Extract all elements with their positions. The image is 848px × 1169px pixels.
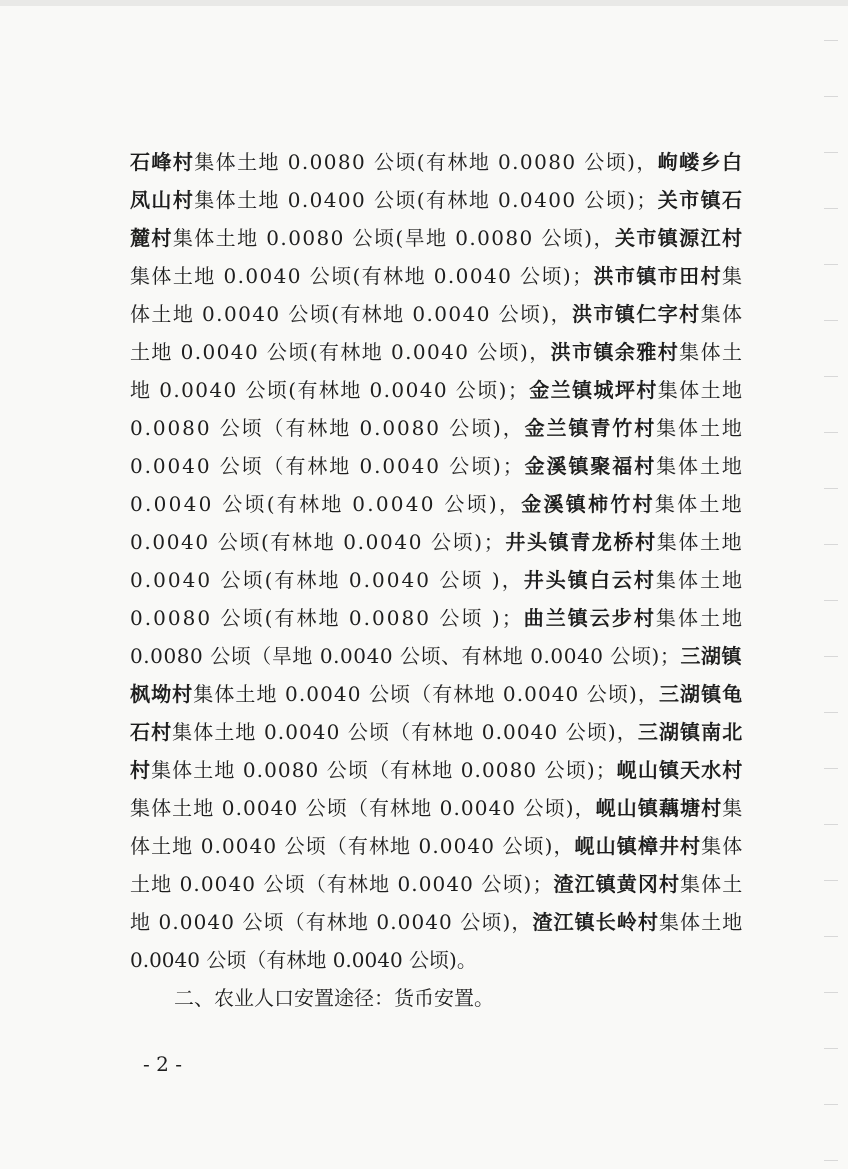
land-detail: 集体土 bbox=[679, 340, 744, 364]
margin-tick bbox=[824, 1104, 838, 1105]
land-detail: 0.0040 公顷（有林地 0.0040 公顷)。 bbox=[130, 948, 477, 972]
margin-tick bbox=[824, 712, 838, 713]
text-line bbox=[130, 827, 742, 865]
land-detail: 集体土地 0.0040 公顷（有林地 0.0040 公顷)， bbox=[130, 796, 596, 820]
text-line bbox=[130, 295, 742, 333]
margin-tick bbox=[824, 880, 838, 881]
village-name: 渣江镇黄冈村 bbox=[553, 872, 681, 896]
land-detail: 集体土地 bbox=[657, 378, 744, 402]
land-detail: 0.0040 公顷(有林地 0.0040 公顷)； bbox=[130, 530, 506, 554]
land-detail: 0.0080 公顷(有林地 0.0080 公顷 )； bbox=[130, 606, 524, 630]
land-list-paragraph bbox=[130, 143, 745, 979]
text-line bbox=[130, 371, 742, 409]
margin-tick bbox=[824, 432, 838, 433]
village-name: 岘山镇藕塘村 bbox=[595, 796, 723, 820]
land-detail: 集体土地 0.0040 公顷（有林地 0.0040 公顷)， bbox=[193, 682, 659, 706]
village-name: 三湖镇 bbox=[680, 644, 743, 668]
text-line bbox=[130, 941, 742, 979]
land-detail: 集体土地 bbox=[655, 568, 745, 592]
village-name: 井头镇白云村 bbox=[523, 568, 656, 592]
land-detail: 集体土地 bbox=[656, 454, 744, 478]
village-name: 曲兰镇云步村 bbox=[523, 606, 656, 630]
village-name: 金溪镇柿竹村 bbox=[521, 492, 655, 516]
village-name: 金溪镇聚福村 bbox=[524, 454, 657, 478]
page-number: - 2 - bbox=[143, 1052, 182, 1076]
land-detail: 集 bbox=[722, 796, 744, 820]
margin-tick bbox=[824, 40, 838, 41]
land-detail: 集体土地 0.0400 公顷(有林地 0.0400 公顷)； bbox=[194, 188, 658, 212]
village-name: 洪市镇仁字村 bbox=[572, 302, 701, 326]
margin-tick bbox=[824, 1160, 838, 1161]
text-line bbox=[130, 333, 742, 371]
land-detail: 集体土地 bbox=[656, 530, 744, 554]
resettlement-paragraph: 二、农业人口安置途径：货币安置。 bbox=[174, 986, 494, 1010]
margin-tick bbox=[824, 96, 838, 97]
text-line bbox=[130, 675, 742, 713]
land-detail: 集体土地 0.0040 公顷（有林地 0.0040 公顷)， bbox=[172, 720, 638, 744]
land-detail: 集体土地 bbox=[656, 416, 744, 440]
margin-tick bbox=[824, 936, 838, 937]
scan-edge bbox=[0, 0, 848, 6]
margin-tick bbox=[824, 544, 838, 545]
village-name: 三湖镇南北 bbox=[637, 720, 744, 744]
margin-tick bbox=[824, 376, 838, 377]
village-name: 井头镇青龙桥村 bbox=[505, 530, 657, 554]
land-detail: 集体土地 bbox=[658, 910, 744, 934]
village-name: 枫坳村 bbox=[130, 682, 194, 706]
village-name: 凤山村 bbox=[130, 188, 195, 212]
margin-tick bbox=[824, 264, 838, 265]
village-name: 金兰镇城坪村 bbox=[529, 378, 658, 402]
text-line bbox=[130, 599, 745, 637]
land-detail: 集 bbox=[722, 264, 744, 288]
village-name: 岘山镇天水村 bbox=[616, 758, 744, 782]
land-detail: 集体土地 bbox=[654, 492, 744, 516]
text-line bbox=[130, 485, 742, 523]
land-detail: 集体土地 bbox=[655, 606, 745, 630]
land-detail: 集体 bbox=[701, 834, 744, 858]
text-line bbox=[130, 637, 742, 675]
land-detail: 地 0.0040 公顷（有林地 0.0040 公顷)， bbox=[130, 910, 533, 934]
text-line bbox=[130, 523, 742, 561]
land-detail: 0.0040 公顷(有林地 0.0040 公顷)， bbox=[130, 492, 522, 516]
village-name: 金兰镇青竹村 bbox=[524, 416, 657, 440]
text-line bbox=[130, 751, 742, 789]
land-detail: 地 0.0040 公顷(有林地 0.0040 公顷)； bbox=[130, 378, 530, 402]
text-line bbox=[130, 143, 742, 181]
village-name: 洪市镇余雅村 bbox=[550, 340, 680, 364]
village-name: 洪市镇市田村 bbox=[593, 264, 722, 288]
village-name: 石峰村 bbox=[130, 150, 195, 174]
village-name: 麓村 bbox=[130, 226, 173, 250]
land-detail: 集体土地 0.0080 公顷(有林地 0.0080 公顷)， bbox=[194, 150, 658, 174]
village-name: 石村 bbox=[130, 720, 173, 744]
land-detail: 集体土 bbox=[680, 872, 744, 896]
village-name: 岘山镇樟井村 bbox=[574, 834, 702, 858]
margin-tick bbox=[824, 600, 838, 601]
land-detail: 体土地 0.0040 公顷(有林地 0.0040 公顷)， bbox=[130, 302, 573, 326]
margin-tick bbox=[824, 320, 838, 321]
margin-tick bbox=[824, 152, 838, 153]
text-line bbox=[130, 447, 742, 485]
text-line bbox=[130, 713, 742, 751]
village-name: 村 bbox=[130, 758, 152, 782]
land-detail: 0.0080 公顷（旱地 0.0040 公顷、有林地 0.0040 公顷)； bbox=[130, 644, 681, 668]
text-line bbox=[130, 181, 742, 219]
text-line bbox=[130, 789, 742, 827]
text-line bbox=[130, 865, 742, 903]
margin-tick bbox=[824, 488, 838, 489]
land-detail: 集体土地 0.0040 公顷(有林地 0.0040 公顷)； bbox=[130, 264, 594, 288]
text-line bbox=[130, 409, 742, 447]
text-line bbox=[130, 561, 745, 599]
land-detail: 土地 0.0040 公顷（有林地 0.0040 公顷)； bbox=[130, 872, 554, 896]
village-name: 关市镇源江村 bbox=[614, 226, 744, 250]
margin-tick bbox=[824, 1048, 838, 1049]
margin-tick bbox=[824, 824, 838, 825]
scan-margin-marks bbox=[818, 0, 848, 1169]
land-detail: 集体土地 0.0080 公顷（有林地 0.0080 公顷)； bbox=[151, 758, 617, 782]
land-detail: 0.0040 公顷（有林地 0.0040 公顷)； bbox=[130, 454, 525, 478]
margin-tick bbox=[824, 208, 838, 209]
margin-tick bbox=[824, 992, 838, 993]
village-name: 三湖镇龟 bbox=[658, 682, 744, 706]
village-name: 关市镇石 bbox=[657, 188, 744, 212]
text-line bbox=[130, 903, 742, 941]
village-name: 岣嵝乡白 bbox=[657, 150, 744, 174]
text-line bbox=[130, 257, 742, 295]
land-detail: 0.0080 公顷（有林地 0.0080 公顷)， bbox=[130, 416, 525, 440]
land-detail: 体土地 0.0040 公顷（有林地 0.0040 公顷)， bbox=[130, 834, 575, 858]
margin-tick bbox=[824, 768, 838, 769]
margin-tick bbox=[824, 656, 838, 657]
land-detail: 集体土地 0.0080 公顷(旱地 0.0080 公顷)， bbox=[172, 226, 615, 250]
land-detail: 0.0040 公顷(有林地 0.0040 公顷 )， bbox=[130, 568, 524, 592]
land-detail: 集体 bbox=[700, 302, 744, 326]
text-line bbox=[130, 219, 742, 257]
land-detail: 土地 0.0040 公顷(有林地 0.0040 公顷)， bbox=[130, 340, 551, 364]
village-name: 渣江镇长岭村 bbox=[532, 910, 659, 934]
